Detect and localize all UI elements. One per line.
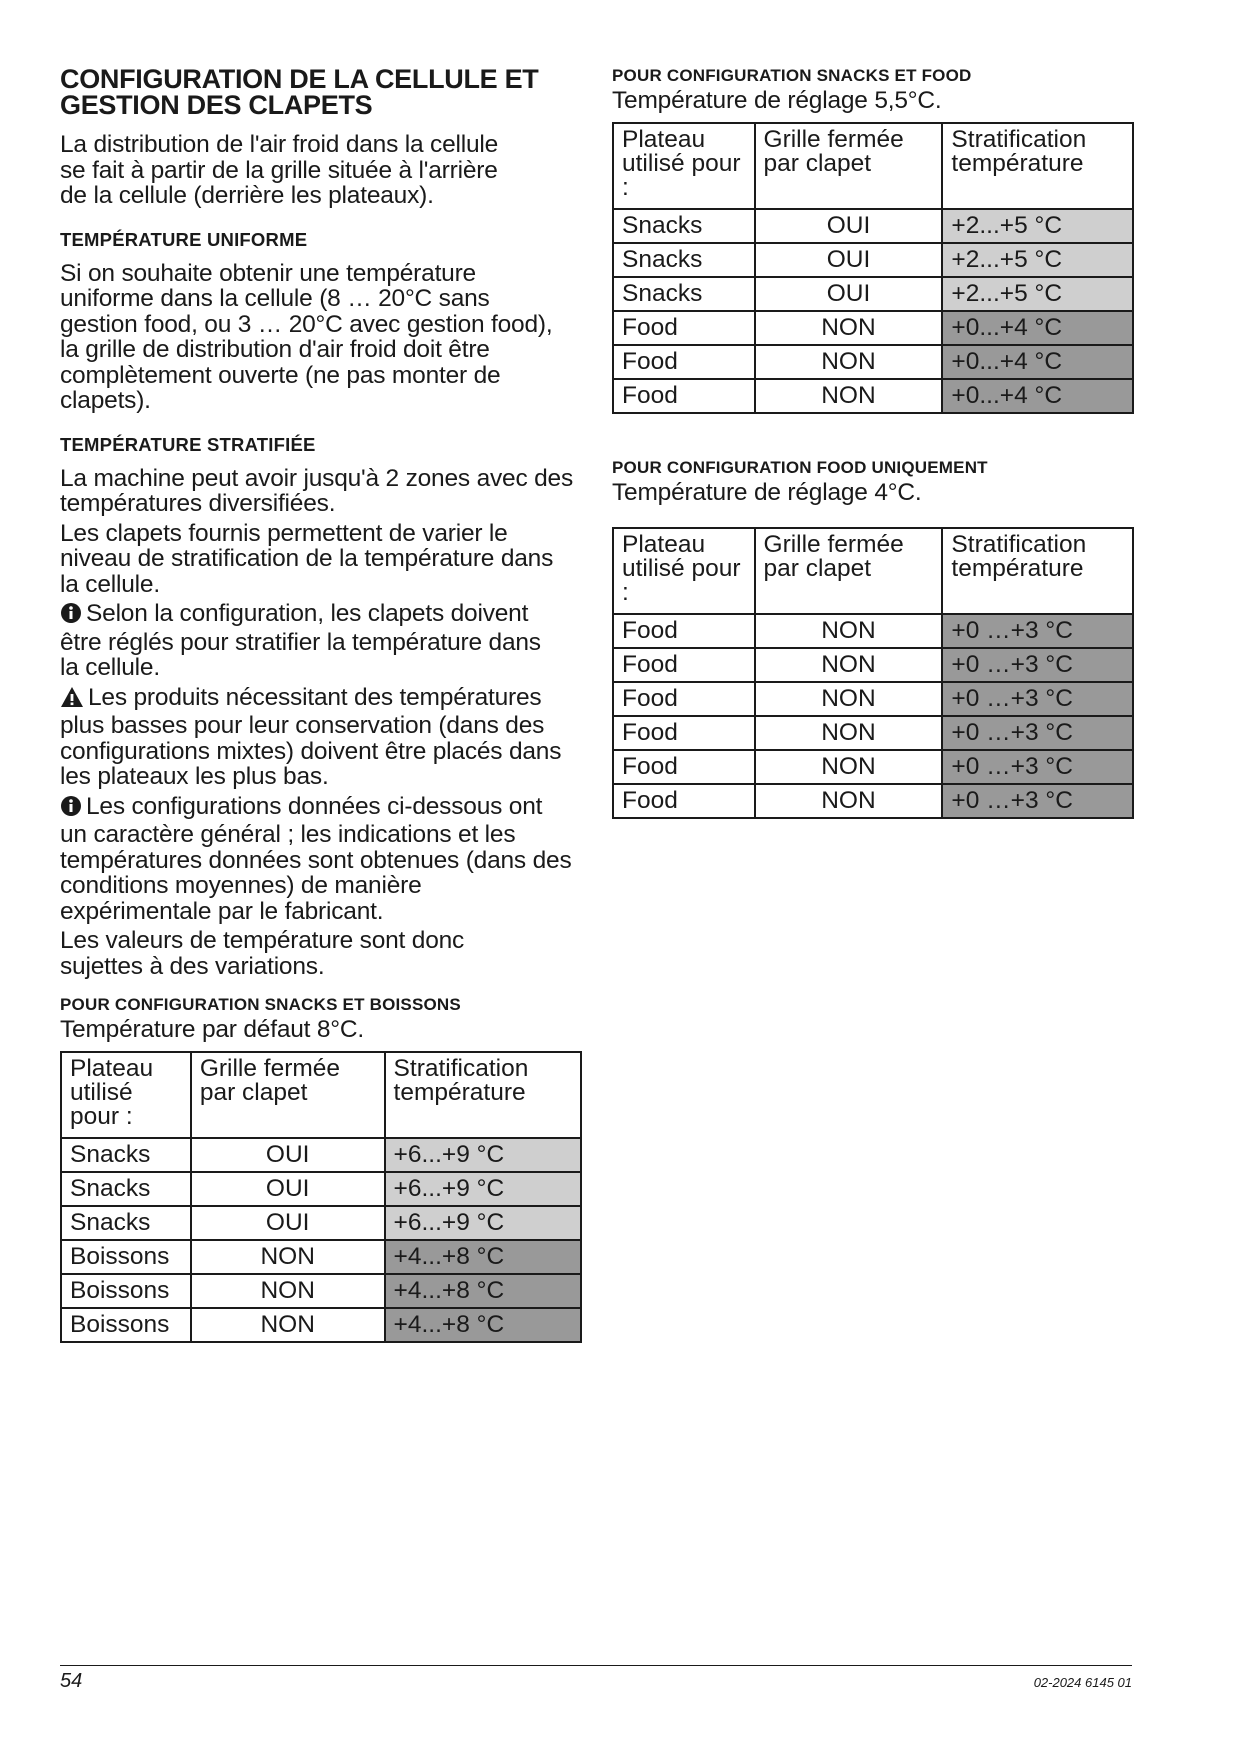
cell-temperature: +6...+9 °C	[385, 1206, 581, 1240]
stratified-p3: Les valeurs de température sont donc sujettes à des variations.	[60, 927, 465, 980]
page-title: CONFIGURATION DE LA CELLULE ET GESTION DES CLAPETS	[60, 64, 539, 120]
cell-plateau: Food	[613, 750, 755, 784]
cell-grille: OUI	[191, 1206, 385, 1240]
col-header-stratification: Stratification température	[385, 1052, 581, 1138]
cell-grille: NON	[191, 1240, 385, 1274]
table-row	[61, 1240, 581, 1274]
cell-temperature: +0...+4 °C	[942, 345, 1133, 379]
table-row	[61, 1138, 581, 1172]
col-header-plateau: Plateau utilisé pour :	[613, 528, 755, 614]
stratified-warning	[60, 685, 565, 790]
snacks-boissons-heading: POUR CONFIGURATION SNACKS ET BOISSONS	[60, 995, 461, 1014]
table-row	[61, 1172, 581, 1206]
stratified-p2: Les clapets fournis permettent de varier le niveau de stratification de la température dans la cellule.	[60, 519, 554, 598]
snacks-food-heading: POUR CONFIGURATION SNACKS ET FOOD	[612, 66, 972, 85]
cell-grille: NON	[755, 379, 943, 413]
cell-plateau: Food	[613, 682, 755, 716]
col-header-grille: Grille fermée par clapet	[755, 123, 943, 209]
table-row	[613, 209, 1133, 243]
cell-grille: NON	[755, 682, 943, 716]
cell-plateau: Snacks	[61, 1138, 191, 1172]
snacks-boissons-subtitle: Température par défaut 8°C.	[60, 1016, 365, 1043]
cell-temperature: +4...+8 °C	[385, 1240, 581, 1274]
cell-plateau: Boissons	[61, 1240, 191, 1274]
table-row	[613, 784, 1133, 818]
cell-temperature: +6...+9 °C	[385, 1138, 581, 1172]
intro-text: La distribution de l'air froid dans la cellule se fait à partir de la grille située à l'arrière de la cellule (derrière les plateaux).	[60, 131, 499, 209]
table-row	[613, 648, 1133, 682]
cell-plateau: Snacks	[613, 243, 755, 277]
document-code: 02-2024 6145 01	[1033, 1675, 1132, 1690]
right-column	[612, 66, 1142, 819]
footer-divider	[60, 1665, 1132, 1666]
cell-grille: NON	[191, 1308, 385, 1342]
cell-temperature: +0 …+3 °C	[942, 614, 1133, 648]
stratified-heading: TEMPÉRATURE STRATIFIÉE	[60, 433, 316, 455]
cell-grille: NON	[755, 716, 943, 750]
cell-plateau: Snacks	[61, 1206, 191, 1240]
snacks-food-table	[612, 122, 1134, 414]
cell-plateau: Snacks	[613, 209, 755, 243]
cell-grille: NON	[755, 648, 943, 682]
cell-plateau: Snacks	[613, 277, 755, 311]
info-text-1: Selon la configuration, les clapets doivent être réglés pour stratifier la température dans la cellule.	[60, 600, 541, 681]
cell-plateau: Food	[613, 716, 755, 750]
cell-plateau: Food	[613, 311, 755, 345]
cell-plateau: Food	[613, 345, 755, 379]
cell-plateau: Food	[613, 784, 755, 818]
col-header-stratification: Stratification température	[942, 528, 1133, 614]
food-only-table	[612, 527, 1134, 819]
cell-grille: NON	[755, 311, 943, 345]
cell-plateau: Food	[613, 614, 755, 648]
snacks-boissons-table	[60, 1051, 582, 1343]
cell-grille: OUI	[755, 243, 943, 277]
food-only-subtitle: Température de réglage 4°C.	[612, 478, 922, 506]
warning-icon	[60, 686, 84, 714]
cell-temperature: +0 …+3 °C	[942, 716, 1133, 750]
cell-temperature: +2...+5 °C	[942, 243, 1133, 277]
cell-temperature: +2...+5 °C	[942, 209, 1133, 243]
cell-grille: NON	[191, 1274, 385, 1308]
stratified-info-2	[60, 794, 575, 925]
cell-temperature: +4...+8 °C	[385, 1274, 581, 1308]
cell-temperature: +6...+9 °C	[385, 1172, 581, 1206]
cell-temperature: +0...+4 °C	[942, 379, 1133, 413]
snacks-food-subtitle: Température de réglage 5,5°C.	[612, 87, 942, 114]
info-icon	[60, 795, 82, 823]
cell-plateau: Boissons	[61, 1274, 191, 1308]
col-header-grille: Grille fermée par clapet	[191, 1052, 385, 1138]
table-row	[61, 1206, 581, 1240]
stratified-p1: La machine peut avoir jusqu'à 2 zones avec des températures diversifiées.	[60, 464, 574, 517]
cell-grille: NON	[755, 345, 943, 379]
table-row	[613, 682, 1133, 716]
col-header-plateau: Plateau utilisé pour :	[61, 1052, 191, 1138]
cell-temperature: +4...+8 °C	[385, 1308, 581, 1342]
cell-plateau: Food	[613, 648, 755, 682]
table-row	[613, 311, 1133, 345]
left-column	[60, 66, 580, 1343]
cell-plateau: Snacks	[61, 1172, 191, 1206]
stratified-info-1	[60, 601, 555, 681]
table-row	[613, 243, 1133, 277]
cell-temperature: +2...+5 °C	[942, 277, 1133, 311]
cell-temperature: +0 …+3 °C	[942, 682, 1133, 716]
cell-grille: OUI	[755, 209, 943, 243]
food-only-heading: POUR CONFIGURATION FOOD UNIQUEMENT	[612, 457, 988, 477]
uniform-text: Si on souhaite obtenir une température uniforme dans la cellule (8 … 20°C sans gestion food, ou 3 … 20°C avec gestion food), la grille de distribution d'air froid doit être complètement ouverte (ne pas monter de clapets).	[60, 259, 553, 414]
warning-text: Les produits nécessitant des températures plus basses pour leur conservation (dans des configurations mixtes) doivent être placés dans les plateaux les plus bas.	[60, 683, 562, 790]
table-row	[613, 345, 1133, 379]
col-header-stratification: Stratification température	[942, 123, 1133, 209]
table-row	[613, 277, 1133, 311]
cell-temperature: +0 …+3 °C	[942, 750, 1133, 784]
cell-grille: NON	[755, 750, 943, 784]
cell-temperature: +0 …+3 °C	[942, 648, 1133, 682]
info-icon	[60, 602, 82, 630]
cell-grille: NON	[755, 784, 943, 818]
table-row	[61, 1274, 581, 1308]
info-text-2: Les configurations données ci-dessous ont un caractère général ; les indications et les températures données sont obtenues (dans des conditions moyennes) de manière expérimentale par le fabricant.	[60, 792, 572, 925]
table-row	[613, 614, 1133, 648]
cell-grille: OUI	[755, 277, 943, 311]
cell-plateau: Boissons	[61, 1308, 191, 1342]
cell-plateau: Food	[613, 379, 755, 413]
cell-grille: OUI	[191, 1138, 385, 1172]
table-row	[613, 379, 1133, 413]
col-header-grille: Grille fermée par clapet	[755, 528, 943, 614]
table-row	[613, 716, 1133, 750]
table-row	[61, 1308, 581, 1342]
uniform-heading: TEMPÉRATURE UNIFORME	[60, 228, 308, 250]
table-row	[613, 750, 1133, 784]
cell-grille: NON	[755, 614, 943, 648]
page-number: 54	[60, 1670, 83, 1692]
cell-grille: OUI	[191, 1172, 385, 1206]
cell-temperature: +0...+4 °C	[942, 311, 1133, 345]
col-header-plateau: Plateau utilisé pour :	[613, 123, 755, 209]
cell-temperature: +0 …+3 °C	[942, 784, 1133, 818]
